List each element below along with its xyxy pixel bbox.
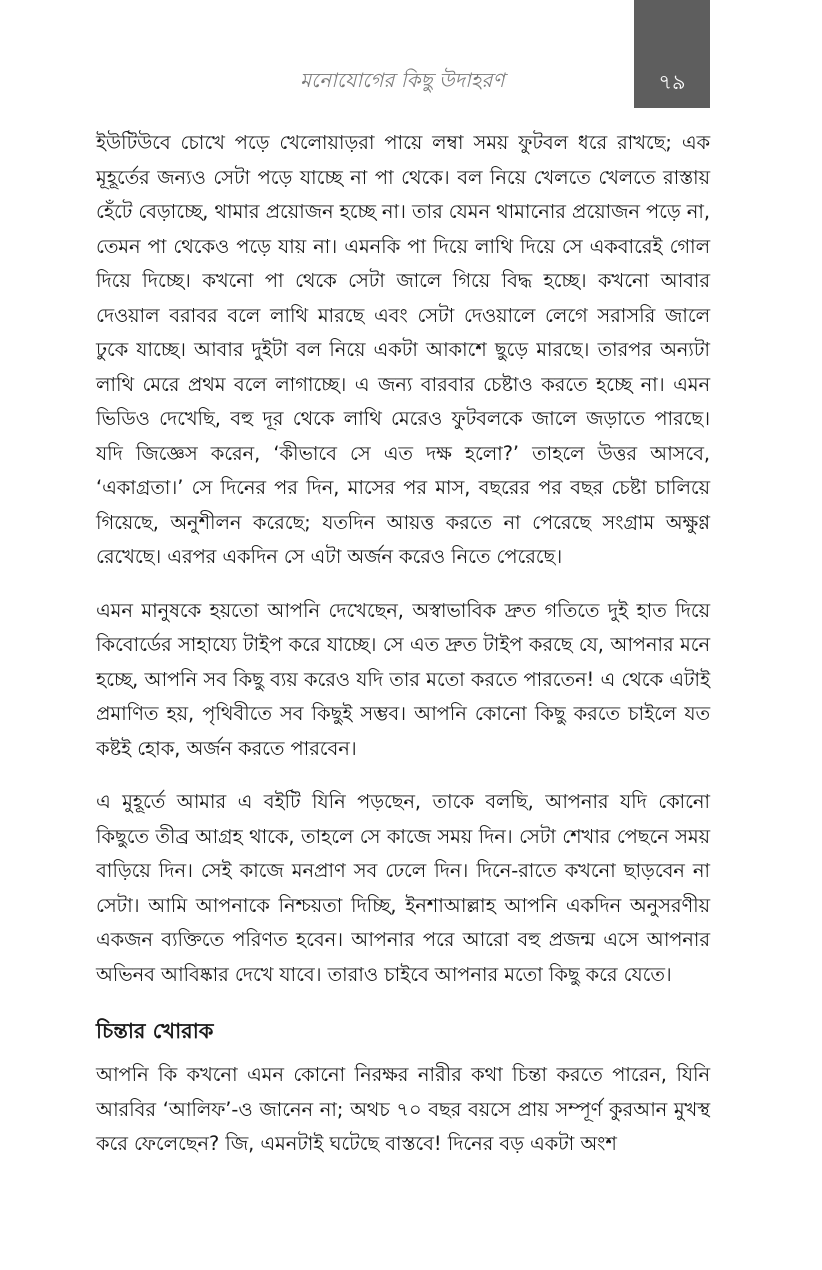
section-paragraph: আপনি কি কখনো এমন কোনো নিরক্ষর নারীর কথা চিন্তা করতে পারেন, যিনি আরবির ‘আলিফ’-ও জানেন না; অথচ ৭০ বছর বয়সে প্রায় সম্পূর্ণ কুরআন মুখস্থ করে ফেলেছেন? জি, এমনটাই ঘটেছে বাস্তবে! দিনের বড় একটা অংশ (96, 1063, 710, 1155)
body-text (96, 126, 710, 1162)
paragraph-2: এমন মানুষকে হয়তো আপনি দেখেছেন, অস্বাভাবিক দ্রুত গতিতে দুই হাত দিয়ে কিবোর্ডের সাহায্যে টাইপ করে যাচ্ছে। সে এত দ্রুত টাইপ করছে যে, আপনার মনে হচ্ছে, আপনি সব কিছু ব্যয় করেও যদি তার মতো করতে পারতেন! এ থেকে এটাই প্রমাণিত হয়, পৃথিবীতে সব কিছুই সম্ভব। আপনি কোনো কিছু করতে চাইলে যত কষ্টই হোক, অর্জন করতে পারবেন। (96, 598, 710, 760)
paragraph-3: এ মুহূর্তে আমার এ বইটি যিনি পড়ছেন, তাকে বলছি, আপনার যদি কোনো কিছুতে তীব্র আগ্রহ থাকে, তাহলে সে কাজে সময় দিন। সেটা শেখার পেছনে সময় বাড়িয়ে দিন। সেই কাজে মনপ্রাণ সব ঢেলে দিন। দিনে-রাতে কখনো ছাড়বেন না সেটা। আমি আপনাকে নিশ্চয়তা দিচ্ছি, ইনশাআল্লাহ আপনি একদিন অনুসরণীয় একজন ব্যক্তিতে পরিণত হবেন। আপনার পরে আরো বহু প্রজন্ম এসে আপনার অভিনব আবিষ্কার দেখে যাবে। তারাও চাইবে আপনার মতো কিছু করে যেতে। (96, 790, 710, 986)
page-number: ৭৯ (658, 70, 686, 94)
paragraph-1: ইউটিউবে চোখে পড়ে খেলোয়াড়রা পায়ে লম্বা সময় ফুটবল ধরে রাখছে; এক মূহূর্তের জন্যও সেটা পড়ে যাচ্ছে না পা থেকে। বল নিয়ে খেলতে খেলতে রাস্তায় হেঁটে বেড়াচ্ছে, থামার প্রয়োজন হচ্ছে না। তার যেমন থামানোর প্রয়োজন পড়ে না, তেমন পা থেকেও পড়ে যায় না। এমনকি পা দিয়ে লাথি দিয়ে সে একবারেই গোল দিয়ে দিচ্ছে। কখনো পা থেকে সেটা জালে গিয়ে বিদ্ধ হচ্ছে। কখনো আবার দেওয়াল বরাবর বলে লাথি মারছে এবং সেটা দেওয়ালে লেগে সরাসরি জালে ঢুকে যাচ্ছে। আবার দুইটা বল নিয়ে একটা আকাশে ছুড়ে মারছে। তারপর অন্যটা লাথি মেরে প্রথম বলে লাগাচ্ছে। এ জন্য বারবার চেষ্টাও করতে হচ্ছে না। এমন ভিডিও দেখেছি, বহু দূর থেকে লাথি মেরেও ফুটবলকে জালে জড়াতে পারছে। যদি জিজ্ঞেস করেন, ‘কীভাবে সে এত দক্ষ হলো?’ তাহলে উত্তর আসবে, ‘একাগ্রতা।’ সে দিনের পর দিন, মাসের পর মাস, বছরের পর বছর চেষ্টা চালিয়ে গিয়েছে, অনুশীলন করেছে; যতদিন আয়ত্ত করতে না পেরেছে সংগ্রাম অক্ষুণ্ণ রেখেছে। এরপর একদিন সে এটা অর্জন করেও নিতে পেরেছে। (96, 131, 710, 568)
running-title: মনোযোগের কিছু উদাহরণ (300, 68, 505, 92)
page-number-tab (634, 0, 710, 108)
section-heading: চিন্তার খোরাক (96, 1019, 214, 1043)
